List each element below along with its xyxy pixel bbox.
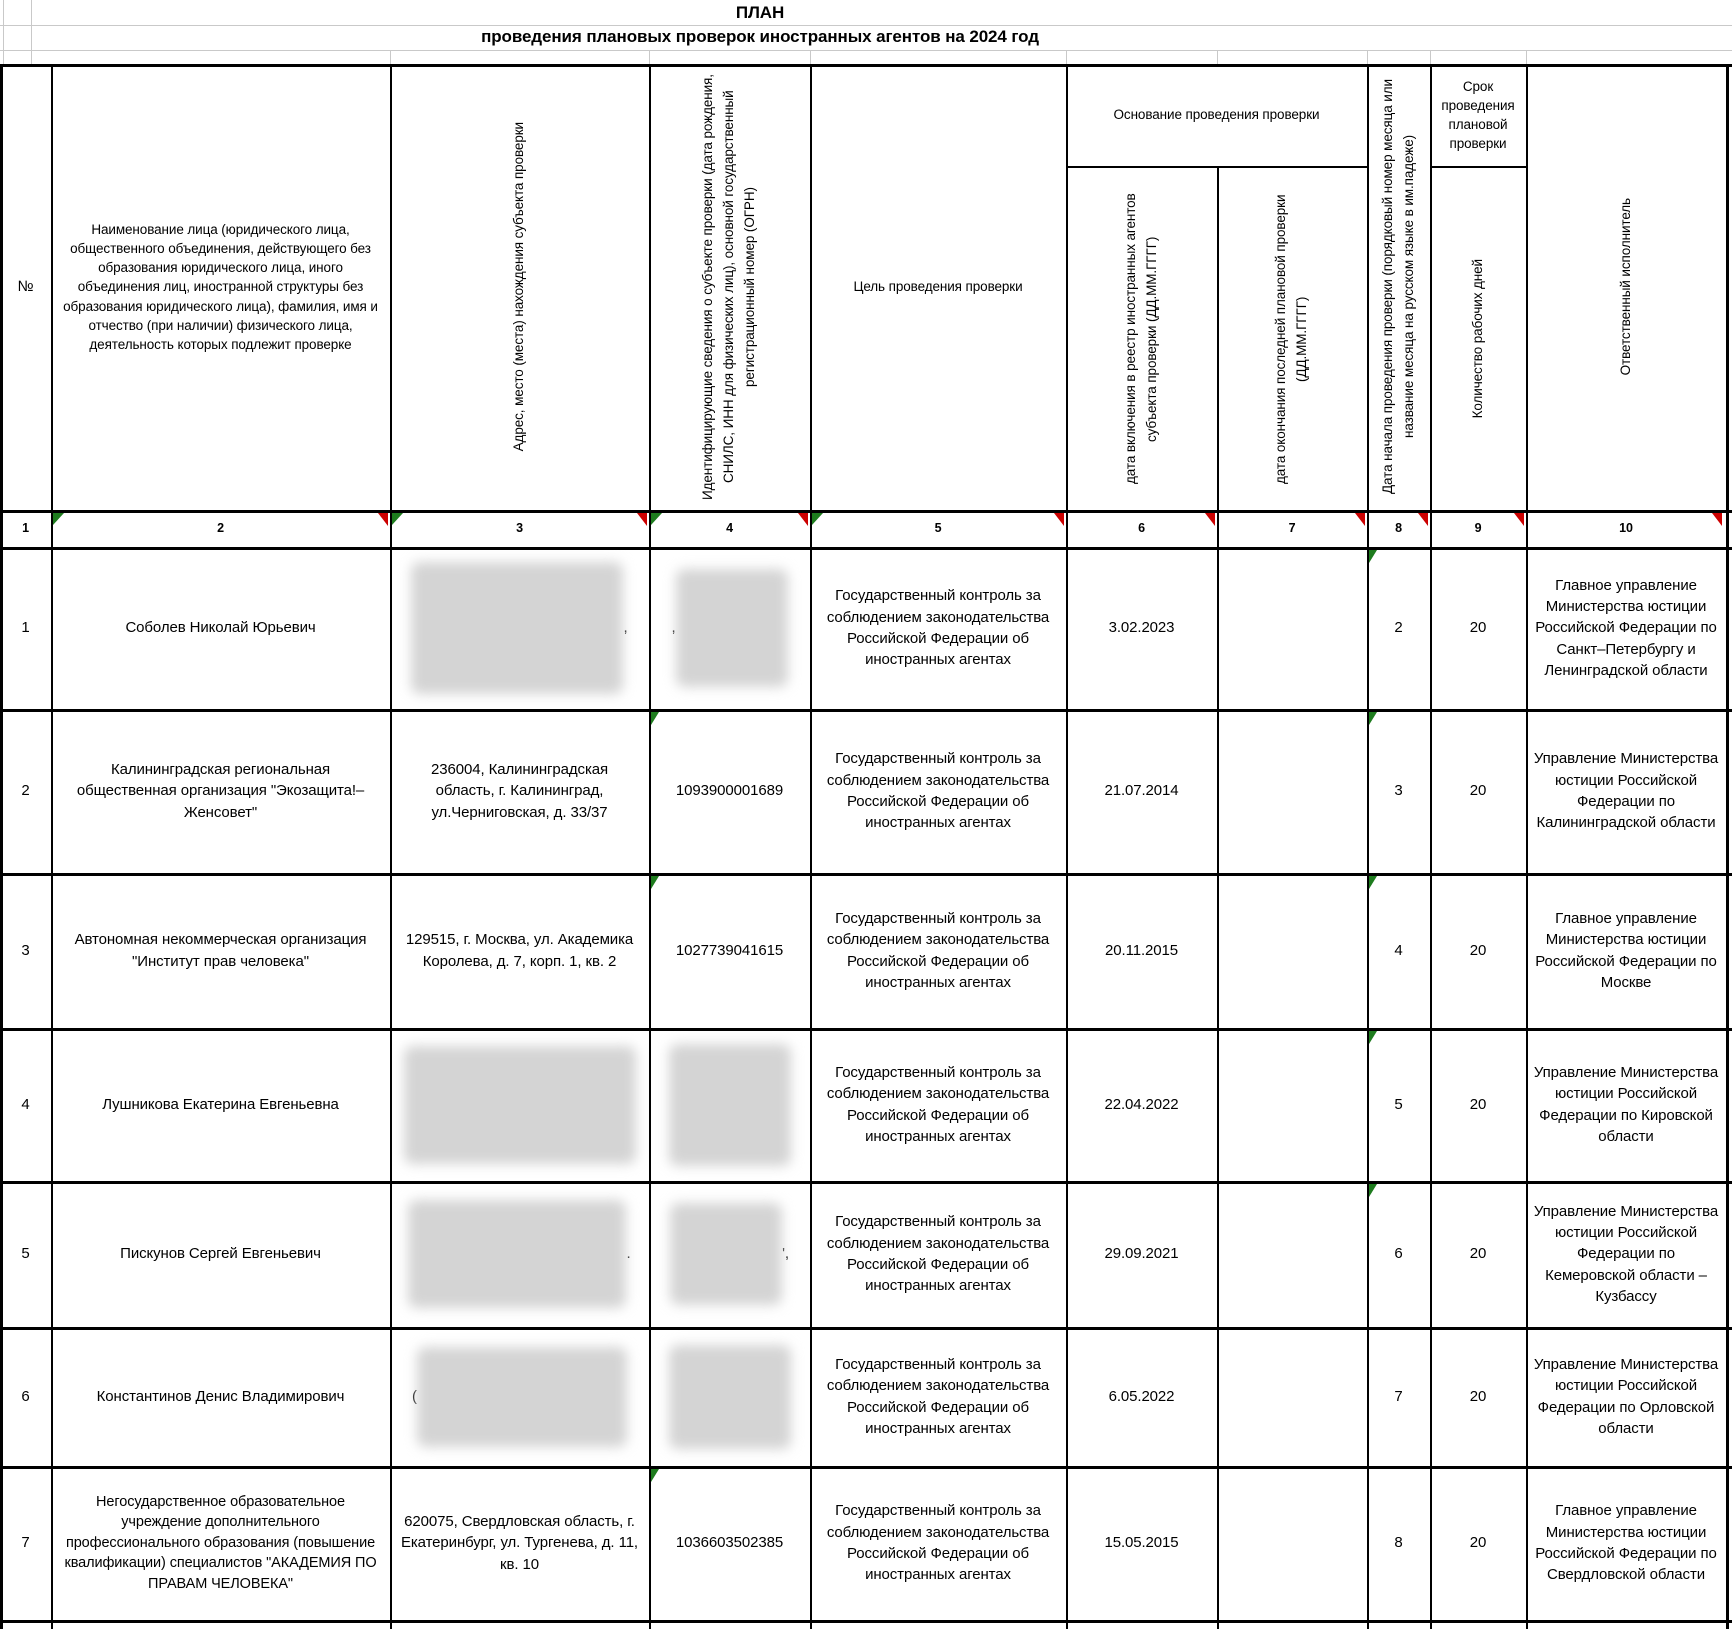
column-number-3: 3	[390, 510, 649, 547]
row-num: 5	[21, 1245, 30, 1263]
executor: Главное управление Министерства юстиции Российской Федерации по Москве	[1535, 909, 1717, 991]
page-title: ПЛАН	[735, 3, 785, 22]
subject-address: 236004, Калининградская область, г. Калининград, ул.Черниговская, д. 33/37	[430, 761, 608, 821]
subject-id-redacted	[649, 1028, 810, 1181]
header-name: Наименование лица (юридического лица, общественного объединения, действующего без образования юридического лица, иного объединения лиц, иностранной структуры без образования юридического лица), фамилия, имя и отчество (при наличии) физического лица, деятельность которых подлежит проверке	[63, 221, 378, 352]
header-start-date: Дата начала проведения проверки (порядковый номер месяца или название месяца на русском языке в им.падеже)	[1379, 79, 1416, 495]
subject-name: Пискунов Сергей Евгеньевич	[120, 1245, 321, 1263]
comment-marker-green-icon	[651, 876, 659, 889]
comment-marker-green-icon	[651, 712, 659, 725]
executor: Главное управление Министерства юстиции Российской Федерации по Свердловской области	[1535, 1502, 1717, 1584]
comment-marker-green-icon	[53, 513, 64, 525]
grid-line	[810, 50, 811, 64]
date-last-check	[1217, 873, 1367, 1028]
grid-line	[31, 0, 32, 64]
header-working-days: Количество рабочих дней	[1469, 259, 1485, 419]
redaction-blur	[417, 1347, 627, 1447]
column-number-8: 8	[1367, 510, 1430, 547]
header-basis-group: Основание проведения проверки	[1113, 107, 1320, 123]
comment-marker-red-icon	[798, 513, 808, 526]
check-purpose: Государственный контроль за соблюдением законодательства Российской Федерации об иностранных агентах	[826, 909, 1050, 991]
comment-marker-green-icon	[651, 513, 662, 525]
subject-name: Негосударственное образовательное учреждение дополнительного профессионального образования (повышение квалификации) специалистов "АКАДЕМИЯ ПО ПРАВАМ ЧЕЛОВЕКА"	[64, 1493, 377, 1592]
working-days: 20	[1469, 782, 1487, 800]
column-number-7: 7	[1217, 510, 1367, 547]
subject-id: 1027739041615	[649, 873, 810, 1028]
subject-name: Константинов Денис Владимирович	[96, 1387, 345, 1405]
date-included: 22.04.2022	[1104, 1095, 1179, 1113]
start-month: 4	[1367, 873, 1430, 1028]
header-ident: Идентифицирующие сведения о субъекте проверки (дата рождения, СНИЛС, ИНН для физических лиц), основной государственный регистрационный номер (ОГРН)	[700, 74, 757, 500]
executor: Управление Министерства юстиции Российской Федерации по Калининградской области	[1533, 750, 1719, 832]
header-duration-group: Срок проведения плановой проверки	[1441, 78, 1515, 152]
start-month: 5	[1367, 1028, 1430, 1181]
header-date-last-check: дата окончания последней плановой проверки (ДД.ММ.ГГГГ)	[1273, 194, 1309, 484]
subject-id-redacted: ',	[649, 1181, 810, 1327]
date-last-check	[1217, 1028, 1367, 1181]
table-border-right	[1726, 64, 1729, 1629]
executor: Главное управление Министерства юстиции Российской Федерации по Санкт–Петербургу и Ленинградской области	[1535, 576, 1717, 679]
column-number-2: 2	[51, 510, 390, 547]
row-num: 1	[21, 619, 30, 637]
comment-marker-red-icon	[1418, 513, 1428, 526]
row-num: 2	[21, 782, 30, 800]
check-purpose: Государственный контроль за соблюдением законодательства Российской Федерации об иностранных агентах	[826, 1355, 1050, 1437]
comment-marker-green-icon	[1369, 1184, 1377, 1197]
check-purpose: Государственный контроль за соблюдением законодательства Российской Федерации об иностранных агентах	[826, 750, 1050, 832]
subject-name: Лушникова Екатерина Евгеньевна	[102, 1095, 339, 1113]
subject-id: 1036603502385	[649, 1466, 810, 1620]
comment-marker-red-icon	[378, 513, 388, 526]
subject-id: 1093900001689	[649, 709, 810, 873]
date-last-check	[1217, 547, 1367, 709]
working-days: 20	[1469, 1245, 1487, 1263]
grid-line	[1430, 50, 1431, 64]
comment-marker-red-icon	[637, 513, 647, 526]
comment-marker-red-icon	[1205, 513, 1215, 526]
working-days: 20	[1469, 1387, 1487, 1405]
executor: Управление Министерства юстиции Российской Федерации по Кемеровской области – Кузбассу	[1533, 1202, 1719, 1305]
date-last-check	[1217, 1466, 1367, 1620]
subject-id-redacted	[649, 1327, 810, 1466]
comment-marker-green-icon	[1369, 712, 1377, 725]
check-purpose: Государственный контроль за соблюдением законодательства Российской Федерации об иностранных агентах	[826, 1213, 1050, 1295]
start-month: 7	[1394, 1387, 1403, 1405]
row-line	[0, 1620, 1732, 1623]
subject-name: Соболев Николай Юрьевич	[125, 619, 316, 637]
comment-marker-green-icon	[651, 1469, 659, 1482]
subject-name: Калининградская региональная общественная организация "Экозащита!–Женсовет"	[76, 761, 365, 821]
row-num: 6	[21, 1387, 30, 1405]
row-num: 7	[21, 1534, 30, 1552]
subject-address-redacted	[390, 1028, 649, 1181]
column-number-6: 6	[1066, 510, 1217, 547]
subject-id-redacted: ,	[649, 547, 810, 709]
row-num: 3	[21, 941, 30, 959]
redaction-blur	[670, 1203, 782, 1305]
column-number-9: 9	[1430, 510, 1526, 547]
grid-line	[0, 25, 1732, 26]
working-days: 20	[1469, 941, 1487, 959]
grid-line	[3, 0, 4, 64]
redaction-blur	[669, 1345, 791, 1449]
column-number-10: 10	[1526, 510, 1726, 547]
date-included: 6.05.2022	[1108, 1387, 1175, 1405]
header-address: Адрес, место (места) нахождения субъекта проверки	[511, 122, 527, 452]
start-month: 8	[1394, 1534, 1403, 1552]
grid-line	[1217, 50, 1218, 64]
check-purpose: Государственный контроль за соблюдением законодательства Российской Федерации об иностранных агентах	[826, 1502, 1050, 1584]
subject-address-redacted: ,	[390, 547, 649, 709]
comment-marker-red-icon	[1514, 513, 1524, 526]
header-number: №	[17, 278, 34, 296]
comment-marker-red-icon	[1355, 513, 1365, 526]
start-month: 2	[1367, 547, 1430, 709]
page-subtitle: проведения плановых проверок иностранных агентов на 2024 год	[481, 27, 1039, 46]
date-included: 21.07.2014	[1104, 782, 1179, 800]
date-included: 3.02.2023	[1108, 619, 1175, 637]
grid-line	[1066, 50, 1067, 64]
working-days: 20	[1469, 619, 1487, 637]
comment-marker-green-icon	[1369, 1031, 1377, 1044]
comment-marker-red-icon	[1712, 513, 1722, 526]
comment-marker-green-icon	[1369, 550, 1377, 563]
check-purpose: Государственный контроль за соблюдением законодательства Российской Федерации об иностранных агентах	[826, 587, 1050, 669]
executor: Управление Министерства юстиции Российской Федерации по Орловской области	[1533, 1355, 1719, 1437]
column-number-5: 5	[810, 510, 1066, 547]
row-num: 4	[21, 1095, 30, 1113]
redaction-blur	[669, 1044, 791, 1166]
column-number-1: 1	[22, 520, 29, 535]
check-purpose: Государственный контроль за соблюдением законодательства Российской Федерации об иностранных агентах	[826, 1063, 1050, 1145]
header-date-included: дата включения в реестр иностранных агентов субъекта проверки (ДД.ММ.ГГГГ)	[1122, 193, 1159, 485]
redaction-blur	[404, 1046, 636, 1164]
executor: Управление Министерства юстиции Российской Федерации по Кировской области	[1533, 1063, 1719, 1145]
subject-address: 129515, г. Москва, ул. Академика Королева, д. 7, корп. 1, кв. 2	[405, 931, 634, 970]
subject-name: Автономная некоммерческая организация "Институт прав человека"	[74, 931, 367, 970]
subject-address-redacted: .	[390, 1181, 649, 1327]
column-number-4: 4	[649, 510, 810, 547]
grid-line	[1526, 50, 1527, 64]
start-month: 6	[1367, 1181, 1430, 1327]
date-included: 20.11.2015	[1105, 941, 1178, 959]
date-included: 15.05.2015	[1104, 1534, 1179, 1552]
grid-line	[390, 50, 391, 64]
grid-line	[649, 50, 650, 64]
redaction-blur	[408, 1200, 626, 1308]
date-last-check	[1217, 1181, 1367, 1327]
header-executor: Ответственный исполнитель	[1617, 198, 1633, 376]
redaction-blur	[411, 562, 623, 694]
comment-marker-green-icon	[812, 513, 823, 525]
grid-line	[0, 50, 1732, 51]
comment-marker-red-icon	[1054, 513, 1064, 526]
subject-address-redacted: (	[390, 1327, 649, 1466]
working-days: 20	[1469, 1534, 1487, 1552]
subject-address: 620075, Свердловская область, г. Екатеринбург, ул. Тургенева, д. 11, кв. 10	[400, 1513, 639, 1573]
date-last-check	[1217, 1327, 1367, 1466]
date-last-check	[1217, 709, 1367, 873]
header-purpose: Цель проведения проверки	[853, 279, 1023, 295]
comment-marker-green-icon	[1369, 876, 1377, 889]
grid-line	[1367, 50, 1368, 64]
redaction-blur	[676, 569, 788, 687]
comment-marker-green-icon	[392, 513, 403, 525]
date-included: 29.09.2021	[1104, 1245, 1179, 1263]
working-days: 20	[1469, 1095, 1487, 1113]
start-month: 3	[1367, 709, 1430, 873]
